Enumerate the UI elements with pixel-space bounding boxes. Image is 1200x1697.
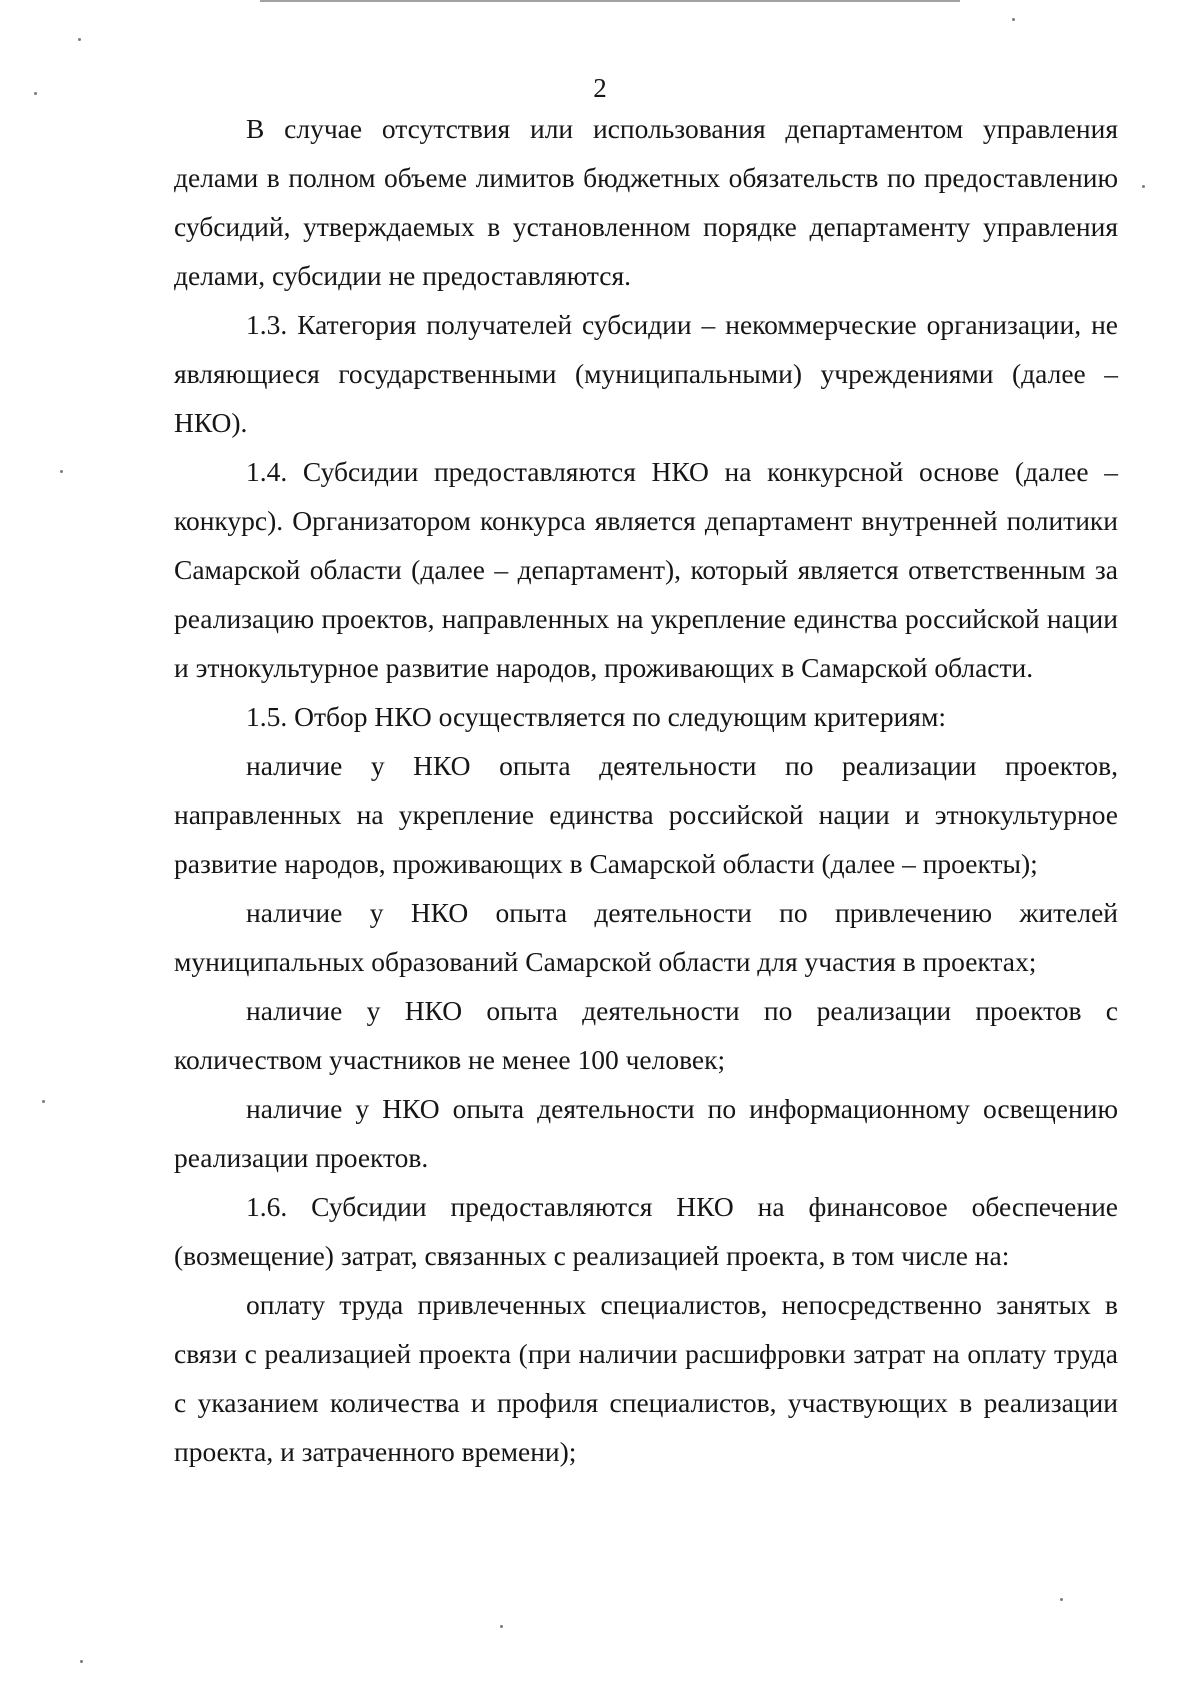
scan-speck xyxy=(1060,1598,1063,1601)
scan-speck xyxy=(34,92,37,95)
document-body xyxy=(174,104,1118,1476)
cost-item-specialists: оплату труда привлеченных специалистов, непосредственно занятых в связи с реализацией проекта (при наличии расшифровки затрат на оплату труда с указанием количества и профиля специалистов, участвующих в реализации проекта, и затраченного времени); xyxy=(174,1289,1118,1467)
scan-speck xyxy=(60,470,63,473)
scan-edge-line xyxy=(260,0,960,2)
scan-speck xyxy=(78,38,81,41)
paragraph-1-6-costs: 1.6. Субсидии предоставляются НКО на финансовое обеспечение (возмещение) затрат, связанных с реализацией проекта, в том числе на: xyxy=(174,1191,1118,1271)
page-number: 2 xyxy=(593,73,607,103)
criterion-resident-involvement: наличие у НКО опыта деятельности по привлечению жителей муниципальных образований Самарской области для участия в проектах; xyxy=(174,897,1118,977)
paragraph-1-3-recipients: 1.3. Категория получателей субсидии – некоммерческие организации, не являющиеся государственными (муниципальными) учреждениями (далее – НКО). xyxy=(174,309,1118,438)
criterion-project-experience: наличие у НКО опыта деятельности по реализации проектов, направленных на укрепление единства российской нации и этнокультурное развитие народов, проживающих в Самарской области (далее – проекты); xyxy=(174,750,1118,879)
scan-speck xyxy=(80,1660,83,1663)
scan-speck xyxy=(1142,185,1145,188)
paragraph-1-4-competition: 1.4. Субсидии предоставляются НКО на конкурсной основе (далее – конкурс). Организатором конкурса является департамент внутренней политики Самарской области (далее – департамент), который является ответственным за реализацию проектов, направленных на укрепление единства российской нации и этнокультурное развитие народов, проживающих в Самарской области. xyxy=(174,456,1118,683)
criterion-media-coverage: наличие у НКО опыта деятельности по информационному освещению реализации проектов. xyxy=(174,1093,1118,1173)
paragraph-budget-limits: В случае отсутствия или использования департаментом управления делами в полном объеме лимитов бюджетных обязательств по предоставлению субсидий, утверждаемых в установленном порядке департаменту управления делами, субсидии не предоставляются. xyxy=(174,113,1118,291)
criterion-participant-count: наличие у НКО опыта деятельности по реализации проектов с количеством участников не менее 100 человек; xyxy=(174,995,1118,1075)
scan-speck xyxy=(500,1625,503,1628)
scan-speck xyxy=(42,1100,45,1103)
paragraph-1-5-selection: 1.5. Отбор НКО осуществляется по следующим критериям: xyxy=(246,701,947,732)
scan-speck xyxy=(1012,18,1015,21)
